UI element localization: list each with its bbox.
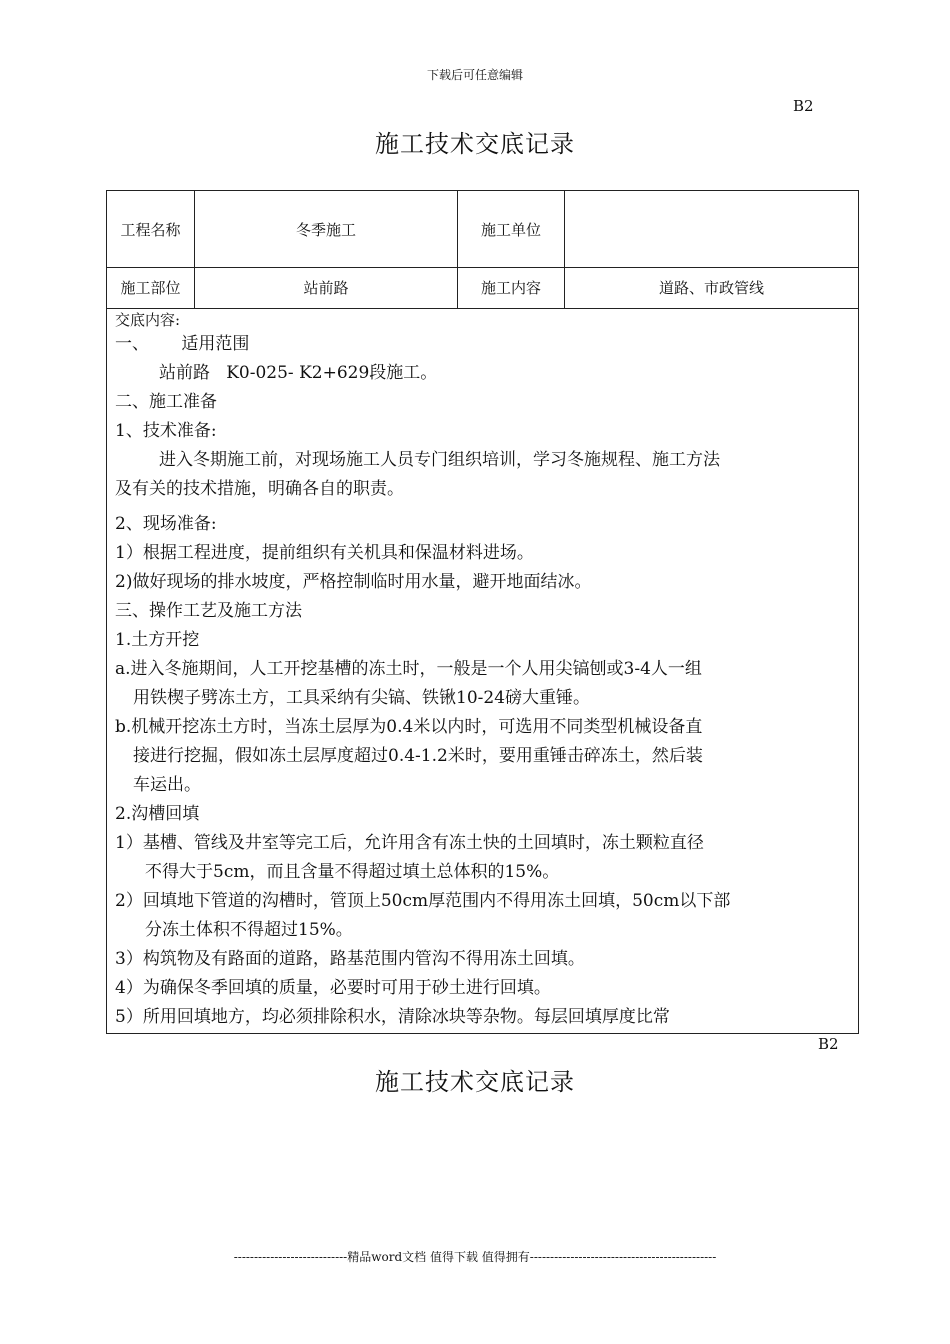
text-line: 接进行挖掘，假如冻土层厚度超过0.4-1.2米时，要用重锤击碎冻土，然后装 [133, 746, 703, 766]
text-line: 1、技术准备: [115, 421, 217, 441]
construction-unit-label: 施工单位 [458, 191, 565, 267]
content-label: 施工内容 [458, 267, 565, 308]
text-line: 1.土方开挖 [115, 630, 200, 650]
text-line: 不得大于5cm，而且含量不得超过填土总体积的15%。 [145, 862, 560, 882]
project-name-value: 冬季施工 [195, 191, 458, 267]
text-line: 2、现场准备: [115, 514, 217, 534]
project-name-label: 工程名称 [107, 191, 195, 267]
table-row [107, 191, 858, 268]
text-line: 进入冬期施工前，对现场施工人员专门组织培训，学习冬施规程、施工方法 [159, 450, 720, 470]
disclosure-content [107, 308, 858, 1032]
table-row [107, 267, 858, 309]
location-label: 施工部位 [107, 267, 195, 308]
text-line: 3）构筑物及有路面的道路，路基范围内管沟不得用冻土回填。 [115, 949, 585, 969]
record-form [106, 190, 859, 1034]
construction-unit-value [565, 191, 858, 267]
text-line: 2)做好现场的排水坡度，严格控制临时用水量，避开地面结冰。 [115, 572, 592, 592]
form-code-2: B2 [818, 1035, 839, 1053]
text-line: b.机械开挖冻土方时，当冻土层厚为0.4米以内时，可选用不同类型机械设备直 [115, 717, 703, 737]
form-code: B2 [793, 97, 814, 115]
header-note: 下载后可任意编辑 [426, 68, 523, 82]
text-line: 2）回填地下管道的沟槽时，管顶上50cm厚范围内不得用冻土回填，50cm以下部 [115, 891, 731, 911]
text-line: 2.沟槽回填 [115, 804, 200, 824]
text-line: 站前路 K0-025- K2+629段施工。 [159, 363, 438, 383]
text-line: 4）为确保冬季回填的质量，必要时可用于砂土进行回填。 [115, 978, 551, 998]
text-line: 分冻土体积不得超过15%。 [145, 920, 353, 940]
location-value: 站前路 [195, 267, 458, 308]
text-line: 1）基槽、管线及井室等完工后，允许用含有冻土快的土回填时，冻土颗粒直径 [115, 833, 704, 853]
page-title: 施工技术交底记录 [375, 130, 575, 158]
text-line: 1）根据工程进度，提前组织有关机具和保温材料进场。 [115, 543, 534, 563]
text-line: 二、施工准备 [115, 392, 217, 412]
page-title-2: 施工技术交底记录 [375, 1068, 575, 1096]
text-line: 一、 适用范围 [115, 334, 250, 354]
text-line: 5）所用回填地方，均必须排除积水，清除冰块等杂物。每层回填厚度比常 [115, 1007, 670, 1027]
content-value: 道路、市政管线 [658, 279, 764, 297]
text-line: 车运出。 [133, 775, 201, 795]
text-line: 三、操作工艺及施工方法 [115, 601, 302, 621]
text-line: 用铁楔子劈冻土方，工具采纳有尖镐、铁锹10-24磅大重锤。 [133, 688, 591, 708]
footer-note: ----------------------------精品word文档 值得下载 值得拥有---------------------------------------------- [233, 1250, 717, 1264]
text-line: 及有关的技术措施，明确各自的职责。 [115, 479, 404, 499]
text-line: a.进入冬施期间，人工开挖基槽的冻土时，一般是一个人用尖镐刨或3-4人一组 [115, 659, 702, 679]
content-heading: 交底内容: [115, 311, 181, 329]
